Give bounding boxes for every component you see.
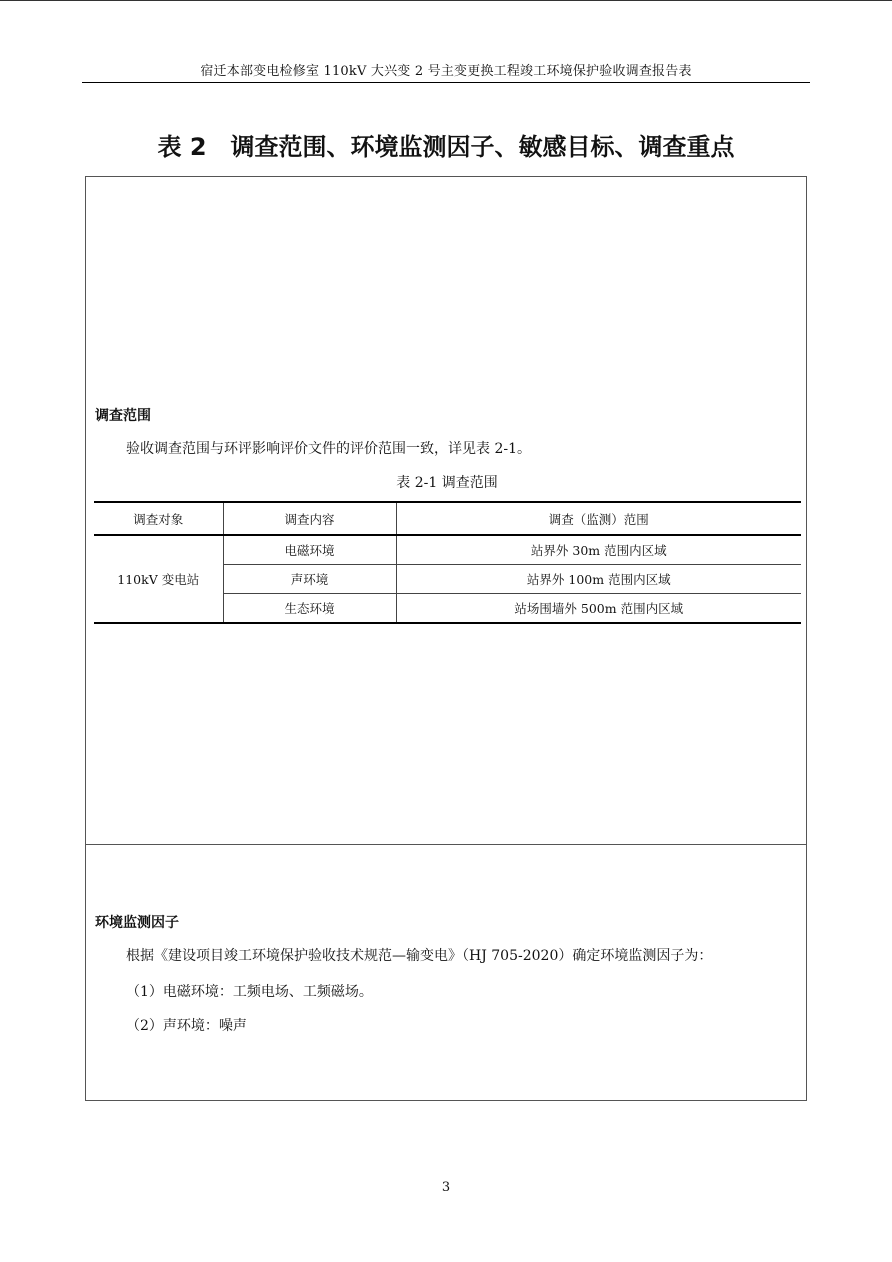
- page-number: 3: [441, 1180, 451, 1195]
- table-caption: 表 2-1 调查范围: [396, 475, 498, 491]
- range-cell: 站场围墙外 500m 范围内区域: [396, 594, 801, 624]
- scope-section-box: [85, 176, 807, 845]
- scope-table: [94, 501, 801, 624]
- factor-item-electromagnetic: （1）电磁环境：工频电场、工频磁场。: [126, 984, 373, 1000]
- running-header: 宿迁本部变电检修室 110kV 大兴变 2 号主变更换工程竣工环境保护验收调查报告表: [200, 64, 692, 79]
- content-cell: 声环境: [223, 565, 396, 594]
- column-header-object: 调查对象: [94, 502, 223, 535]
- scope-paragraph: 验收调查范围与环评影响评价文件的评价范围一致，详见表 2-1。: [126, 441, 531, 457]
- range-cell: 站界外 100m 范围内区域: [396, 565, 801, 594]
- content-cell: 电磁环境: [223, 535, 396, 565]
- object-cell: 110kV 变电站: [94, 535, 223, 623]
- content-cell: 生态环境: [223, 594, 396, 624]
- factors-paragraph: 根据《建设项目竣工环境保护验收技术规范—输变电》（HJ 705-2020）确定环境监测因子为：: [126, 948, 713, 964]
- range-cell: 站界外 30m 范围内区域: [396, 535, 801, 565]
- scope-heading: 调查范围: [95, 408, 151, 424]
- table-header-row: [94, 502, 801, 535]
- column-header-range: 调查（监测）范围: [396, 502, 801, 535]
- page-title: 表 2 调查范围、环境监测因子、敏感目标、调查重点: [157, 133, 735, 161]
- factors-heading: 环境监测因子: [95, 915, 179, 931]
- page-top-border: [0, 0, 892, 1]
- header-rule: [82, 82, 810, 83]
- factor-item-noise: （2）声环境：噪声: [126, 1018, 247, 1034]
- table-row: [94, 535, 801, 565]
- factors-section-box: [85, 844, 807, 1101]
- column-header-content: 调查内容: [223, 502, 396, 535]
